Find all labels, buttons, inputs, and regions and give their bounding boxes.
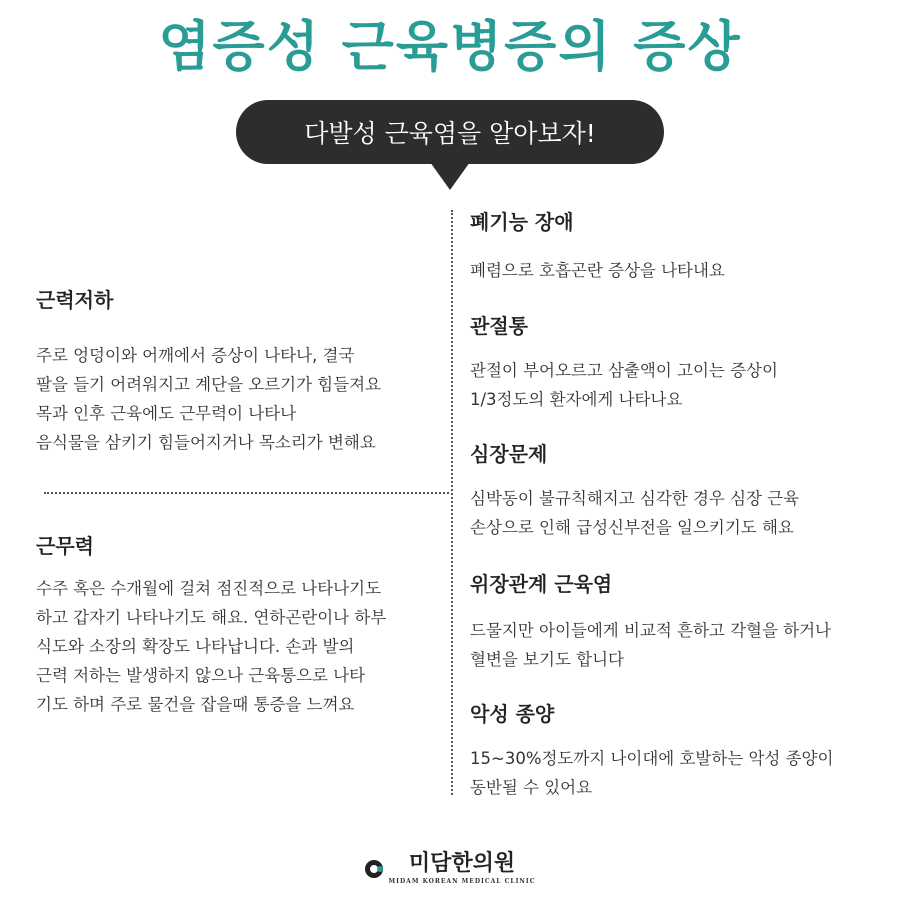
body-line: 음식물을 삼키기 힘들어지거나 목소리가 변해요	[36, 433, 376, 452]
body-line: 동반될 수 있어요	[470, 778, 593, 797]
body-line: 목과 인후 근육에도 근무력이 나타나	[36, 404, 297, 423]
section-heading-joint-pain: 관절통	[470, 314, 528, 338]
section-body-lung-dysfunction	[470, 256, 725, 285]
section-heading-lung-dysfunction: 폐기능 장애	[470, 210, 574, 234]
subtitle-bubble	[236, 100, 664, 164]
section-heading-malignant-tumor: 악성 종양	[470, 702, 555, 726]
section-body-gi-myositis	[470, 616, 831, 674]
body-line: 수주 혹은 수개월에 걸쳐 점진적으로 나타나기도	[36, 579, 382, 598]
body-line: 1/3정도의 환자에게 나타나요	[470, 390, 683, 409]
body-line: 근력 저하는 발생하지 않으나 근육통으로 나타	[36, 666, 366, 685]
section-body-heart-problems	[470, 484, 799, 542]
section-heading-heart-problems: 심장문제	[470, 442, 548, 466]
body-line: 식도와 소장의 확장도 나타납니다. 손과 발의	[36, 637, 355, 656]
body-line: 폐렴으로 호흡곤란 증상을 나타내요	[470, 261, 725, 280]
clinic-logo	[0, 852, 900, 885]
bubble-tail	[430, 162, 470, 190]
section-body-myasthenia	[36, 574, 386, 719]
body-line: 15~30%정도까지 나이대에 호발하는 악성 종양이	[470, 749, 834, 768]
clinic-name: 미담한의원	[408, 851, 516, 876]
circle-logo-icon	[365, 860, 383, 878]
body-line: 심박동이 불규칙해지고 심각한 경우 심장 근육	[470, 489, 800, 508]
body-line: 하고 갑자기 나타나기도 해요. 연하곤란이나 하부	[36, 608, 387, 627]
body-line: 주로 엉덩이와 어깨에서 증상이 나타나, 결국	[36, 346, 355, 365]
clinic-subtitle: MIDAM KOREAN MEDICAL CLINIC	[388, 878, 536, 885]
vertical-divider	[451, 210, 453, 795]
section-body-joint-pain	[470, 356, 778, 414]
body-line: 손상으로 인해 급성신부전을 일으키기도 해요	[470, 518, 794, 537]
body-line: 팔을 들기 어려워지고 계단을 오르기가 힘들져요	[36, 375, 382, 394]
section-body-malignant-tumor	[470, 744, 833, 802]
section-body-muscle-weakness	[36, 341, 381, 457]
page-title: 염증성 근육병증의 증상	[158, 15, 742, 78]
section-heading-gi-myositis: 위장관계 근육염	[470, 572, 613, 596]
horizontal-divider	[44, 492, 449, 494]
section-heading-myasthenia: 근무력	[36, 534, 94, 558]
body-line: 혈변을 보기도 합니다	[470, 650, 624, 669]
body-line: 관절이 부어오르고 삼출액이 고이는 증상이	[470, 361, 778, 380]
body-line: 기도 하며 주로 물건을 잡을때 통증을 느껴요	[36, 695, 355, 714]
subtitle-text: 다발성 근육염을 알아보자!	[304, 119, 596, 148]
body-line: 드물지만 아이들에게 비교적 흔하고 각혈을 하거나	[470, 621, 831, 640]
section-heading-muscle-weakness: 근력저하	[36, 288, 114, 312]
